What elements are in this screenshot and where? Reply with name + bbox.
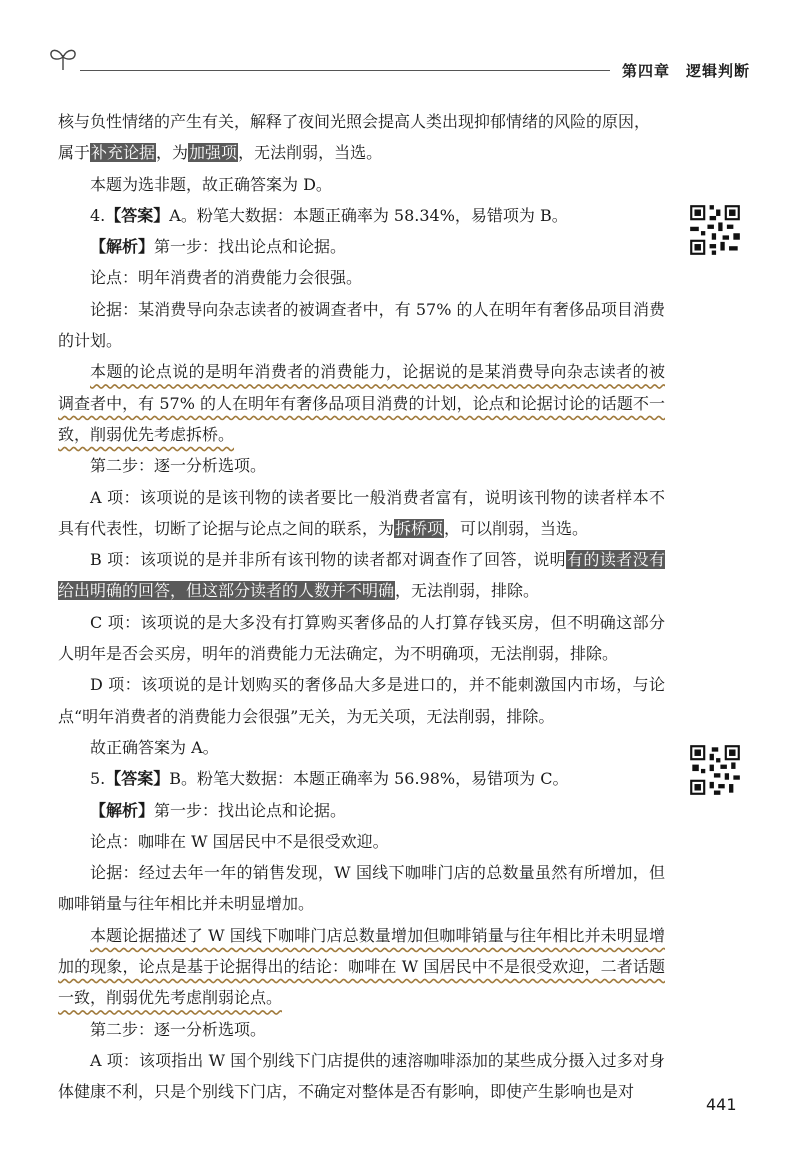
option-a-q5: A 项：该项指出 W 国个别线下门店提供的速溶咖啡添加的某些成分摄入过多对身体健康不利，只是个别线下门店，不确定对整体是否有影响，即使产生影响也是对 bbox=[58, 1050, 665, 1102]
header-rule bbox=[80, 70, 610, 71]
option-d-q4: D 项：该项说的是计划购买的奢侈品大多是进口的，并不能刺激国内市场，与论点“明年消费者的消费能力会很强”无关，为无关项，无法削弱，排除。 bbox=[58, 675, 665, 726]
paragraph: 本题为选非题，故正确答案为 D。 bbox=[90, 174, 332, 194]
analysis-line-q4: 【解析】第一步：找出论点和论据。 bbox=[90, 237, 347, 257]
option-c-q4: C 项：该项说的是大多没有打算购买奢侈品的人打算存钱买房，但不明确这部分人明年是否会买房，明年的消费能力无法确定，为不明确项，无法削弱，排除。 bbox=[58, 612, 665, 664]
page-header bbox=[40, 40, 760, 80]
paragraph: 第二步：逐一分析选项。 bbox=[90, 1019, 267, 1039]
qr-code-icon[interactable] bbox=[688, 743, 742, 797]
paragraph: 第二步：逐一分析选项。 bbox=[90, 456, 267, 476]
paragraph: 论点：咖啡在 W 国居民中不是很受欢迎。 bbox=[90, 831, 389, 851]
paragraph: 故正确答案为 A。 bbox=[90, 737, 219, 757]
paragraph: 论点：明年消费者的消费能力会很强。 bbox=[90, 268, 363, 288]
option-b-q4: B 项：该项说的是并非所有该刊物的读者都对调查作了回答，说明有的读者没有给出明确的回答，但这部分读者的人数并不明确，无法削弱，排除。 bbox=[58, 550, 665, 601]
paragraph bbox=[58, 356, 665, 450]
analysis-line-q5: 【解析】第一步：找出论点和论据。 bbox=[90, 800, 347, 820]
paragraph bbox=[58, 920, 665, 1014]
answer-line-q4: 4.【答案】A。粉笔大数据：本题正确率为 58.34%，易错项为 B。 bbox=[90, 205, 568, 225]
highlight-supplement: 补充论据 bbox=[91, 143, 156, 163]
leaf-icon bbox=[48, 46, 78, 72]
answer-line-q5: 5.【答案】B。粉笔大数据：本题正确率为 56.98%，易错项为 C。 bbox=[90, 769, 569, 789]
chapter-title: 第四章 逻辑判断 bbox=[621, 62, 750, 80]
highlight-strengthen: 加强项 bbox=[189, 143, 238, 163]
wavy-analysis-q5: 本题论据描述了 W 国线下咖啡门店总数量增加但咖啡销量与往年相比并未明显增加的现象，论点是基于论据得出的结论：咖啡在 W 国居民中不是很受欢迎，二者话题一致，削弱优先考虑削弱论点。 bbox=[58, 925, 665, 1008]
qr-code-icon[interactable] bbox=[688, 203, 742, 257]
page-content bbox=[58, 106, 665, 1108]
wavy-analysis-q4: 本题的论点说的是明年消费者的消费能力，论据说的是某消费导向杂志读者的被调查者中，有 57% 的人在明年有奢侈品项目消费的计划，论点和论据讨论的话题不一致，削弱优先考虑拆桥。 bbox=[58, 362, 665, 444]
highlight-unclear: 有的读者没有给出明确的回答，但这部分读者的人数并不明确 bbox=[58, 550, 665, 601]
option-a-q4: A 项：该项说的是该刊物的读者要比一般消费者富有，说明该刊物的读者样本不具有代表性，切断了论据与论点之间的联系，为拆桥项，可以削弱，当选。 bbox=[58, 487, 665, 538]
page-number: 441 bbox=[706, 1095, 737, 1114]
paragraph: 论据：经过去年一年的销售发现，W 国线下咖啡门店的总数量虽然有所增加，但咖啡销量与往年相比并未明显增加。 bbox=[58, 863, 665, 914]
paragraph: 核与负性情绪的产生有关，解释了夜间光照会提高人类出现抑郁情绪的风险的原因， 属于补充论据，为加强项，无法削弱，当选。 bbox=[58, 112, 651, 163]
highlight-bridge: 拆桥项 bbox=[395, 518, 444, 538]
paragraph: 论据：某消费导向杂志读者的被调查者中，有 57% 的人在明年有奢侈品项目消费的计划。 bbox=[58, 299, 665, 351]
